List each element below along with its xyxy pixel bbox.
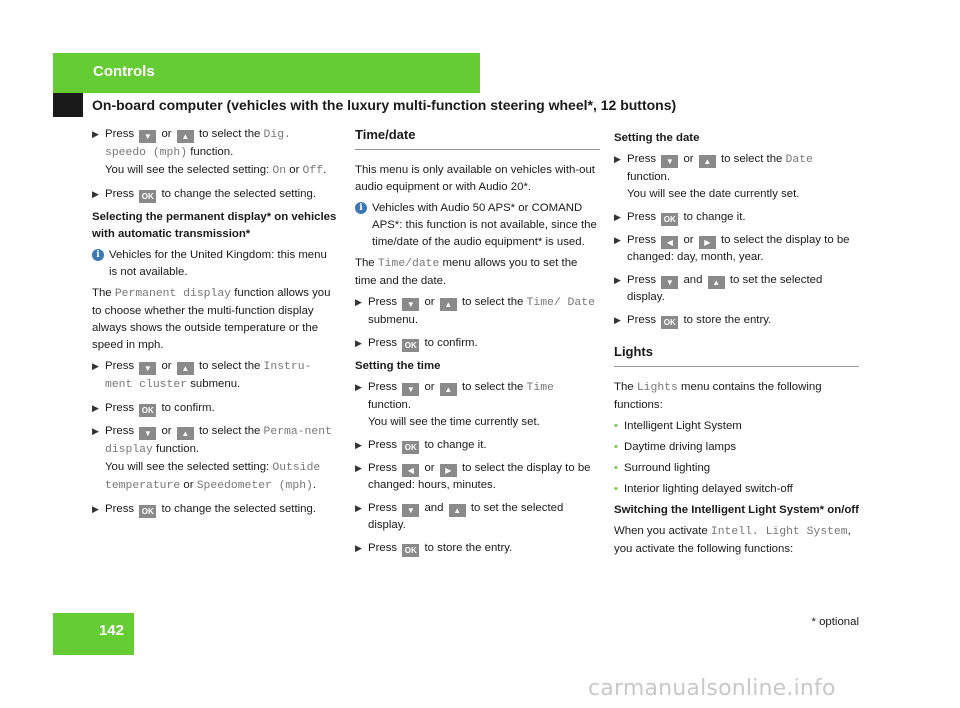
step-arrow-icon: ▶ — [614, 154, 621, 164]
display-text: Lights — [636, 382, 678, 394]
paragraph-text: The — [614, 381, 634, 393]
display-text: On — [272, 165, 287, 177]
down-button-icon: ▼ — [402, 504, 419, 517]
paragraph-text: , you activate the following functions: — [614, 525, 851, 555]
step — [614, 312, 859, 329]
step-note: You will see the date currently set. — [627, 188, 800, 200]
paragraph-text: menu contains the following functions: — [614, 381, 822, 411]
step-text: to store the entry. — [683, 314, 772, 326]
right-button-icon: ▶ — [440, 464, 457, 477]
paragraph-text: The — [355, 257, 375, 269]
step — [92, 501, 338, 518]
step-text: to change the selected setting. — [161, 188, 316, 200]
step-text: to select the display to be changed: day, month, year. — [627, 234, 850, 263]
subheading: Setting the time — [355, 360, 441, 372]
info-icon: i — [355, 202, 367, 214]
display-text: Date — [785, 154, 813, 166]
ok-button-icon: OK — [402, 544, 419, 557]
paragraph — [614, 523, 859, 558]
paragraph — [92, 285, 338, 354]
down-button-icon: ▼ — [661, 155, 678, 168]
step-text: Press — [368, 439, 398, 451]
step-text: to select the — [198, 360, 261, 372]
category-banner — [53, 53, 480, 93]
step-text: or — [424, 381, 435, 393]
step-text: and — [683, 274, 703, 286]
step — [355, 335, 600, 352]
down-button-icon: ▼ — [661, 276, 678, 289]
step-text: to select the — [198, 425, 261, 437]
step-text: submenu. — [190, 378, 241, 390]
down-button-icon: ▼ — [402, 298, 419, 311]
display-text: Time — [526, 382, 554, 394]
ok-button-icon: OK — [139, 505, 156, 518]
list-item — [614, 439, 859, 456]
step-text: Press — [105, 425, 135, 437]
ok-button-icon: OK — [402, 339, 419, 352]
ok-button-icon: OK — [661, 316, 678, 329]
step-text: Press — [368, 462, 398, 474]
step-arrow-icon: ▶ — [614, 275, 621, 285]
step-text: function. — [627, 171, 671, 183]
step-note-text: You will see the selected setting: — [105, 461, 270, 473]
step-note-text: or — [289, 164, 300, 176]
left-button-icon: ◀ — [402, 464, 419, 477]
step-arrow-icon: ▶ — [614, 315, 621, 325]
step-text: Press — [627, 314, 657, 326]
section-tab-marker — [53, 93, 83, 117]
step-text: to set the selected display. — [627, 274, 823, 303]
step-text: Press — [105, 503, 135, 515]
paragraph: This menu is only available on vehicles with-out audio equipment or with Audio 20*. — [355, 164, 595, 193]
step-arrow-icon: ▶ — [355, 503, 362, 513]
step-arrow-icon: ▶ — [355, 543, 362, 553]
step-text: Press — [368, 296, 398, 308]
left-button-icon: ◀ — [661, 236, 678, 249]
step-text: Press — [627, 234, 657, 246]
step-text: to confirm. — [424, 337, 478, 349]
step-note-text: or — [183, 479, 194, 491]
step-text: submenu. — [368, 314, 419, 326]
step — [614, 209, 859, 226]
section-heading-lights: Lights — [614, 343, 859, 367]
step-text: to change it. — [424, 439, 487, 451]
step-text: to confirm. — [161, 402, 215, 414]
display-text: Perma-nent display — [105, 426, 332, 456]
step-text: Press — [627, 153, 657, 165]
paragraph — [355, 255, 600, 290]
list-item-text: Interior lighting delayed switch-off — [624, 483, 793, 495]
step-text: Press — [627, 211, 657, 223]
bullet-icon: • — [614, 441, 618, 453]
display-text: Time/ Date — [526, 297, 595, 309]
step-text: Press — [368, 542, 398, 554]
step-arrow-icon: ▶ — [355, 382, 362, 392]
step — [92, 126, 338, 180]
step — [355, 500, 600, 534]
step-arrow-icon: ▶ — [355, 297, 362, 307]
display-text: Permanent display — [114, 288, 232, 300]
step-arrow-icon: ▶ — [92, 504, 99, 514]
step-text: to select the — [461, 381, 524, 393]
section-title: On-board computer (vehicles with the luxury multi-function steering wheel*, 12 buttons) — [92, 97, 677, 113]
step-text: Press — [627, 274, 657, 286]
step-arrow-icon: ▶ — [92, 403, 99, 413]
up-button-icon: ▲ — [177, 427, 194, 440]
bullet-icon: • — [614, 483, 618, 495]
footnote: * optional — [811, 616, 859, 628]
right-button-icon: ▶ — [699, 236, 716, 249]
bullet-icon: • — [614, 462, 618, 474]
display-text: Speedometer (mph) — [196, 480, 313, 492]
step — [614, 272, 859, 306]
ok-button-icon: OK — [139, 190, 156, 203]
step — [355, 460, 600, 494]
section-heading-time-date: Time/date — [355, 126, 600, 150]
step — [92, 423, 338, 495]
step-arrow-icon: ▶ — [355, 463, 362, 473]
step-note — [105, 459, 338, 495]
display-text: Off — [302, 165, 324, 177]
step-text: to select the — [198, 128, 261, 140]
page-number: 142 — [98, 622, 124, 639]
step — [355, 294, 600, 329]
column-2 — [355, 126, 600, 563]
step-note-text: . — [323, 164, 327, 176]
column-1 — [92, 126, 338, 524]
step-text: function. — [190, 146, 234, 158]
step-arrow-icon: ▶ — [92, 426, 99, 436]
step-text: to select the — [461, 296, 524, 308]
ok-button-icon: OK — [139, 404, 156, 417]
down-button-icon: ▼ — [139, 130, 156, 143]
step-text: Press — [368, 381, 398, 393]
step-text: or — [683, 153, 694, 165]
step-text: Press — [368, 337, 398, 349]
subheading: Selecting the permanent display* on vehicles with automatic transmission* — [92, 211, 337, 240]
step-text: or — [161, 128, 172, 140]
info-text: Vehicles for the United Kingdom: this menu is not available. — [109, 249, 327, 278]
list-item-text: Intelligent Light System — [624, 420, 742, 432]
step-arrow-icon: ▶ — [92, 129, 99, 139]
list-item-text: Daytime driving lamps — [624, 441, 737, 453]
down-button-icon: ▼ — [402, 383, 419, 396]
step — [355, 379, 600, 431]
step-text: to store the entry. — [424, 542, 513, 554]
step-note-text: You will see the selected setting: — [105, 164, 270, 176]
bullet-icon: • — [614, 420, 618, 432]
info-text: Vehicles with Audio 50 APS* or COMAND APS*: this function is not available, since the time/date of the audio equipment* is used. — [372, 202, 597, 248]
paragraph-text: The — [92, 287, 112, 299]
step-text: or — [424, 296, 435, 308]
step-text: or — [161, 425, 172, 437]
display-text: Dig. speedo (mph) — [105, 129, 291, 159]
step-text: function. — [368, 399, 412, 411]
step-text: Press — [368, 502, 398, 514]
paragraph-text: menu allows you to set the time and the date. — [355, 257, 578, 287]
step-note — [105, 162, 338, 180]
step-text: to select the — [720, 153, 783, 165]
paragraph — [614, 379, 859, 414]
step-text: Press — [105, 128, 135, 140]
list-item — [614, 481, 859, 498]
column-3 — [614, 126, 859, 562]
step — [355, 540, 600, 557]
step-text: and — [424, 502, 444, 514]
info-note — [355, 200, 600, 251]
step-arrow-icon: ▶ — [92, 361, 99, 371]
up-button-icon: ▲ — [449, 504, 466, 517]
step — [92, 400, 338, 417]
step-text: to set the selected display. — [368, 502, 564, 531]
up-button-icon: ▲ — [440, 298, 457, 311]
step-text: Press — [105, 402, 135, 414]
display-text: Outside temperature — [105, 462, 321, 492]
step — [355, 437, 600, 454]
step-arrow-icon: ▶ — [92, 189, 99, 199]
info-icon: i — [92, 249, 104, 261]
list-item — [614, 418, 859, 435]
step-text: to change it. — [683, 211, 746, 223]
step-note-text: . — [312, 479, 317, 491]
ok-button-icon: OK — [661, 213, 678, 226]
ok-button-icon: OK — [402, 441, 419, 454]
page-number-box — [53, 613, 134, 655]
down-button-icon: ▼ — [139, 362, 156, 375]
info-note — [92, 247, 338, 281]
display-text: Instru-ment cluster — [105, 361, 312, 391]
step-text: to select the display to be changed: hours, minutes. — [368, 462, 591, 491]
step-text: Press — [105, 188, 135, 200]
list-item-text: Surround lighting — [624, 462, 711, 474]
step-text: Press — [105, 360, 135, 372]
step — [92, 358, 338, 394]
subheading: Switching the Intelligent Light System* on/off — [614, 504, 859, 516]
category-title: Controls — [93, 63, 155, 80]
display-text: Intell. Light System — [710, 526, 848, 538]
down-button-icon: ▼ — [139, 427, 156, 440]
paragraph-text: function allows you to choose whether the multi-function display always shows the outside temperature or the speed in mph. — [92, 287, 331, 351]
step-arrow-icon: ▶ — [355, 440, 362, 450]
step — [614, 151, 859, 203]
list-item — [614, 460, 859, 477]
subheading: Setting the date — [614, 132, 700, 144]
step-text: or — [424, 462, 435, 474]
step-text: function. — [156, 443, 200, 455]
step-arrow-icon: ▶ — [614, 235, 621, 245]
step-text: or — [683, 234, 694, 246]
step-text: to change the selected setting. — [161, 503, 316, 515]
step — [614, 232, 859, 266]
step-arrow-icon: ▶ — [355, 338, 362, 348]
display-text: Time/date — [377, 258, 440, 270]
step-text: or — [161, 360, 172, 372]
step-note: You will see the time currently set. — [368, 416, 540, 428]
up-button-icon: ▲ — [177, 130, 194, 143]
up-button-icon: ▲ — [699, 155, 716, 168]
up-button-icon: ▲ — [440, 383, 457, 396]
paragraph-text: When you activate — [614, 525, 708, 537]
watermark: carmanualsonline.info — [588, 676, 836, 701]
up-button-icon: ▲ — [708, 276, 725, 289]
step-arrow-icon: ▶ — [614, 212, 621, 222]
up-button-icon: ▲ — [177, 362, 194, 375]
step — [92, 186, 338, 203]
